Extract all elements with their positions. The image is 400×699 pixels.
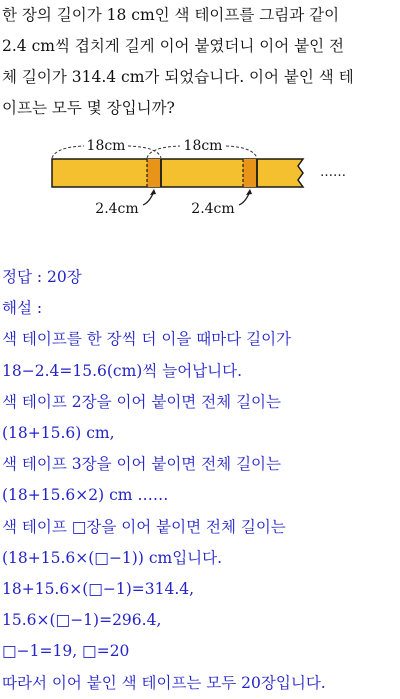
explanation-line: 색 테이프 2장을 이어 붙이면 전체 길이는 xyxy=(2,392,281,411)
problem-text xyxy=(2,0,398,124)
explanation-line: 따라서 이어 붙인 색 테이프는 모두 20장입니다. xyxy=(2,673,326,692)
explanation-line: □−1=19, □=20 xyxy=(2,642,130,661)
tape-length-label-1: 18cm xyxy=(86,138,126,154)
overlap-arrowhead-1 xyxy=(150,189,156,195)
tape-strip xyxy=(52,159,303,187)
explanation-line: (18+15.6) cm, xyxy=(2,424,115,443)
solution-block xyxy=(2,262,398,699)
tape-figure xyxy=(0,128,400,223)
overlap-label-1: 2.4cm xyxy=(95,201,139,217)
answer-line: 정답 : 20장 xyxy=(2,268,82,286)
explanation-line: 18−2.4=15.6(cm)씩 늘어납니다. xyxy=(2,361,243,380)
explanation-line: 18+15.6×(□−1)=314.4, xyxy=(2,580,195,599)
problem-line: 이프는 모두 몇 장입니까? xyxy=(2,99,175,117)
explanation-heading: 해설 : xyxy=(2,299,43,318)
problem-line: 한 장의 길이가 18 cm인 색 테이프를 그림과 같이 xyxy=(2,6,340,24)
explanation-line: 15.6×(□−1)=296.4, xyxy=(2,611,162,630)
continuation-dots: …… xyxy=(320,165,346,180)
overlap-arrowhead-2 xyxy=(246,189,252,195)
problem-line: 2.4 cm씩 겹치게 길게 이어 붙였더니 이어 붙인 전 xyxy=(2,37,344,55)
explanation-line: (18+15.6×2) cm …… xyxy=(2,486,169,505)
problem-line: 체 길이가 314.4 cm가 되었습니다. 이어 붙인 색 테 xyxy=(2,68,354,86)
explanation-line: 색 테이프 3장을 이어 붙이면 전체 길이는 xyxy=(2,455,281,474)
explanation-line: 색 테이프 □장을 이어 붙이면 전체 길이는 xyxy=(2,517,286,536)
tape-length-label-2: 18cm xyxy=(183,138,223,154)
explanation-line: 색 테이프를 한 장씩 더 이을 때마다 길이가 xyxy=(2,330,292,349)
explanation-line: (18+15.6×(□−1)) cm입니다. xyxy=(2,548,223,567)
overlap-region-2 xyxy=(243,159,257,187)
overlap-region-1 xyxy=(147,159,161,187)
overlap-label-2: 2.4cm xyxy=(191,201,235,217)
